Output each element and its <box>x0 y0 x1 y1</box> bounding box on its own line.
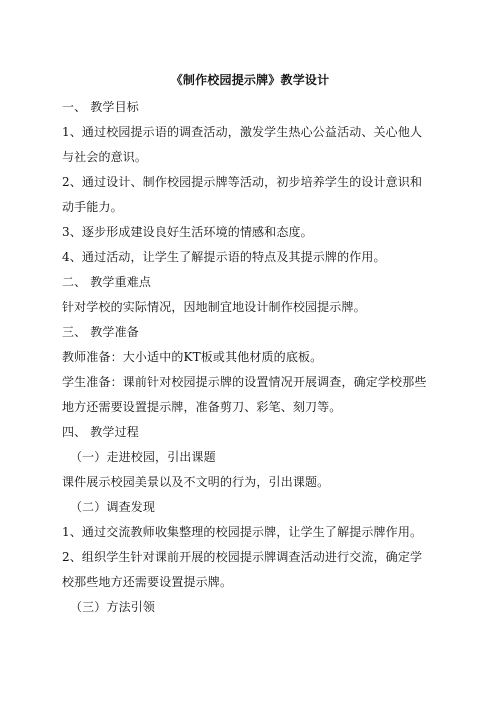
section-heading-objectives: 一、 教学目标 <box>62 100 139 114</box>
paragraph-line: 与社会的意识。 <box>62 150 148 164</box>
paragraph-line: 动手能力。 <box>62 200 123 214</box>
subsection-heading: （三）方法引领 <box>70 600 156 614</box>
document-title: 《制作校园提示牌》教学设计 <box>170 73 330 87</box>
section-heading-process: 四、 教学过程 <box>62 425 139 439</box>
subsection-heading: （一）走进校园，引出课题 <box>70 450 216 464</box>
paragraph-line: 1、通过校园提示语的调查活动，激发学生热心公益活动、关心他人 <box>62 125 423 139</box>
section-heading-key-points: 二、 教学重难点 <box>62 275 152 289</box>
paragraph-line: 1、通过交流教师收集整理的校园提示牌，让学生了解提示牌作用。 <box>62 525 423 539</box>
subsection-heading: （二）调查发现 <box>70 500 156 514</box>
paragraph-line: 学生准备：课前针对校园提示牌的设置情况开展调查，确定学校那些 <box>62 375 427 389</box>
paragraph-line: 2、通过设计、制作校园提示牌等活动，初步培养学生的设计意识和 <box>62 175 423 189</box>
paragraph-line: 地方还需要设置提示牌，准备剪刀、彩笔、刻刀等。 <box>62 400 342 414</box>
paragraph-line: 2、组织学生针对课前开展的校园提示牌调查活动进行交流，确定学 <box>62 550 423 564</box>
paragraph-line: 针对学校的实际情况，因地制宜地设计制作校园提示牌。 <box>62 300 366 314</box>
section-heading-preparation: 三、 教学准备 <box>62 325 139 339</box>
paragraph-line: 3、逐步形成建设良好生活环境的情感和态度。 <box>62 225 313 239</box>
paragraph-line: 教师准备：大小适中的KT板或其他材质的底板。 <box>62 350 323 364</box>
paragraph-line: 4、通过活动，让学生了解提示语的特点及其提示牌的作用。 <box>62 250 386 264</box>
paragraph-line: 课件展示校园美景以及不文明的行为，引出课题。 <box>62 475 330 489</box>
paragraph-line: 校那些地方还需要设置提示牌。 <box>62 575 233 589</box>
